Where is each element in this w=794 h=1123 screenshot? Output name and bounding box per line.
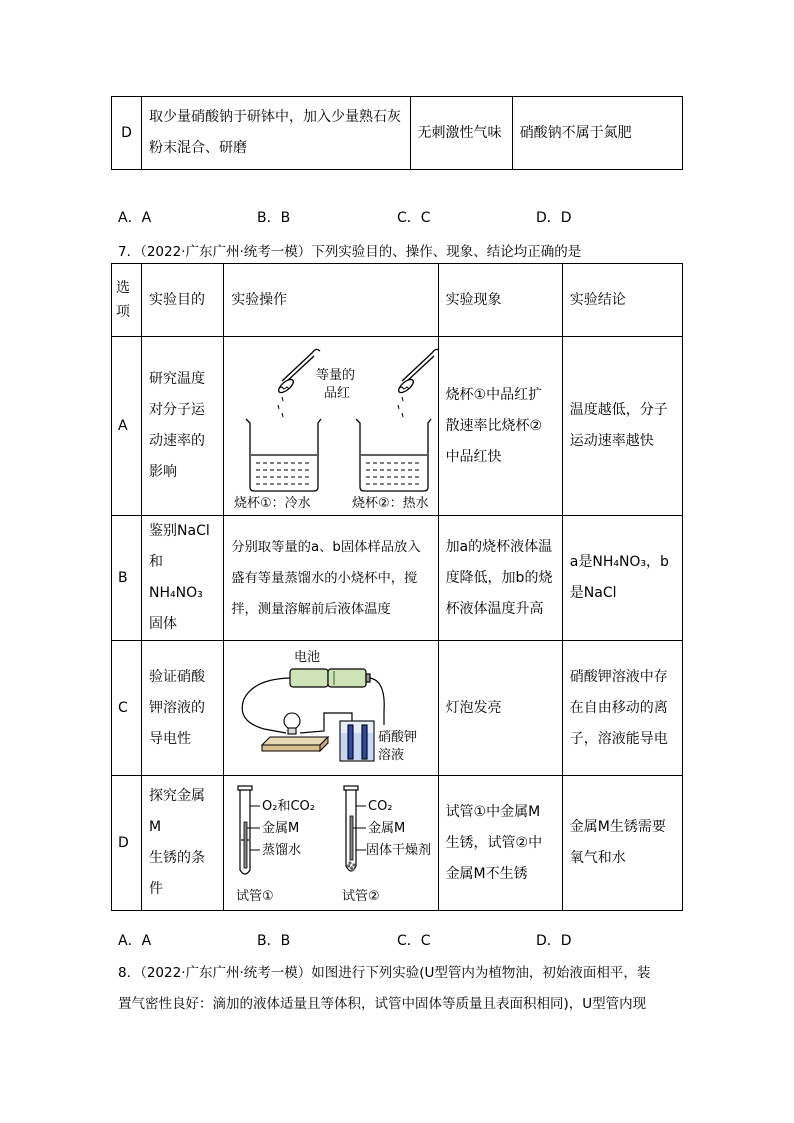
option-cell: D: [112, 776, 142, 911]
choice-d[interactable]: D．D: [536, 210, 572, 226]
label-beaker-1: 烧杯①：冷水: [234, 496, 311, 509]
label-equal-amount: 等量的: [316, 368, 356, 383]
phenomenon-cell: 烧杯①中品红扩 散速率比烧杯② 中品红快: [438, 337, 562, 516]
question-8-line-2: 置气密性良好：滴加的液体适量且等体积，试管中固体等质量且表面积相同)，U型管内现: [118, 996, 647, 1012]
operation-figure-cell: [224, 641, 438, 776]
purpose-cell: 探究金属M 生锈的条 件: [142, 776, 224, 911]
spoon-left-icon: [277, 349, 320, 394]
purpose-cell: 验证硝酸 钾溶液的 导电性: [142, 641, 224, 776]
label-tube-1: 试管①: [236, 889, 274, 904]
table-row: [112, 97, 683, 170]
label-dye: 品红: [324, 386, 351, 401]
top-table: [111, 96, 683, 170]
table-row: [112, 516, 683, 641]
conclusion-cell: 金属M生锈需要 氧气和水: [562, 776, 682, 911]
label-beaker-2: 烧杯②：热水: [352, 496, 429, 509]
spoon-right-icon: [397, 349, 438, 394]
header-option: 选 项: [112, 264, 142, 337]
conductivity-circuit-diagram: [224, 641, 438, 771]
label-tube2-gas: CO₂: [368, 799, 393, 814]
label-tube1-metal: 金属M: [262, 821, 300, 836]
test-tube-rust-diagram: [224, 776, 438, 906]
beaker-1: [246, 419, 321, 491]
tube-2-leaders: [353, 806, 366, 850]
choice-d[interactable]: D．D: [536, 933, 572, 949]
purpose-cell: 研究温度 对分子运 动速率的 影响: [142, 337, 224, 516]
header-row: [112, 264, 683, 337]
label-solution-1: 硝酸钾: [378, 730, 418, 745]
test-tube-1-icon: [238, 786, 252, 874]
purpose-cell: 鉴别NaCl 和NH₄NO₃ 固体: [142, 516, 224, 641]
beaker-diffusion-diagram: [224, 339, 438, 509]
label-tube1-gas: O₂和CO₂: [262, 799, 316, 814]
choice-a[interactable]: A．A: [118, 933, 152, 949]
option-cell: B: [112, 516, 142, 641]
tube-1-leaders: [247, 806, 260, 850]
header-operation: 实验操作: [224, 264, 438, 337]
phenomenon-cell: 灯泡发亮: [438, 641, 562, 776]
battery-icon: [290, 669, 370, 687]
phenomenon-cell: 无刺激性气味: [410, 97, 512, 170]
header-purpose: 实验目的: [142, 264, 224, 337]
solution-beaker: [340, 721, 374, 761]
label-solution-2: 溶液: [378, 748, 405, 763]
phenomenon-cell: 加a的烧杯液体温 度降低，加b的烧 杯液体温度升高: [438, 516, 562, 641]
conclusion-cell: 温度越低，分子 运动速率越快: [562, 337, 682, 516]
table-row: [112, 641, 683, 776]
choice-b[interactable]: B．B: [257, 210, 291, 226]
conclusion-cell: 硝酸钾溶液中存 在自由移动的离 子，溶液能导电: [562, 641, 682, 776]
operation-figure-cell: [224, 337, 438, 516]
conclusion-cell: 硝酸钠不属于氮肥: [512, 97, 682, 170]
header-phenomenon: 实验现象: [438, 264, 562, 337]
table-row: [112, 337, 683, 516]
choice-c[interactable]: C．C: [397, 933, 431, 949]
label-tube1-water: 蒸馏水: [262, 843, 302, 858]
question-8-line-1: 8．（2022·广东广州·统考一模）如图进行下列实验(U型管内为植物油，初始液面相平，装: [118, 965, 651, 981]
operation-figure-cell: [224, 776, 438, 911]
label-tube2-metal: 金属M: [368, 821, 406, 836]
operation-cell: 取少量硝酸钠于研钵中，加入少量熟石灰 粉末混合、研磨: [142, 97, 410, 170]
header-conclusion: 实验结论: [562, 264, 682, 337]
label-battery: 电池: [294, 650, 321, 665]
option-cell: A: [112, 337, 142, 516]
beaker-2: [356, 419, 431, 491]
option-cell: C: [112, 641, 142, 776]
operation-cell: 分别取等量的a、b固体样品放入 盛有等量蒸馏水的小烧杯中，搅 拌，测量溶解前后液体温度: [224, 516, 438, 641]
phenomenon-cell: 试管①中金属M 生锈，试管②中 金属M不生锈: [438, 776, 562, 911]
question-7-stem: 7．（2022·广东广州·统考一模）下列实验目的、操作、现象、结论均正确的是: [118, 244, 582, 260]
choice-a[interactable]: A．A: [118, 210, 152, 226]
question-7-table: [111, 263, 683, 911]
conclusion-cell: a是NH₄NO₃，b 是NaCl: [562, 516, 682, 641]
choice-b[interactable]: B．B: [257, 933, 291, 949]
wooden-base: [262, 737, 328, 751]
label-tube2-desiccant: 固体干燥剂: [366, 843, 432, 858]
choice-c[interactable]: C．C: [397, 210, 431, 226]
label-tube-2: 试管②: [342, 889, 380, 904]
bulb-icon: [284, 713, 300, 734]
option-cell: D: [112, 97, 142, 170]
table-row: [112, 776, 683, 911]
